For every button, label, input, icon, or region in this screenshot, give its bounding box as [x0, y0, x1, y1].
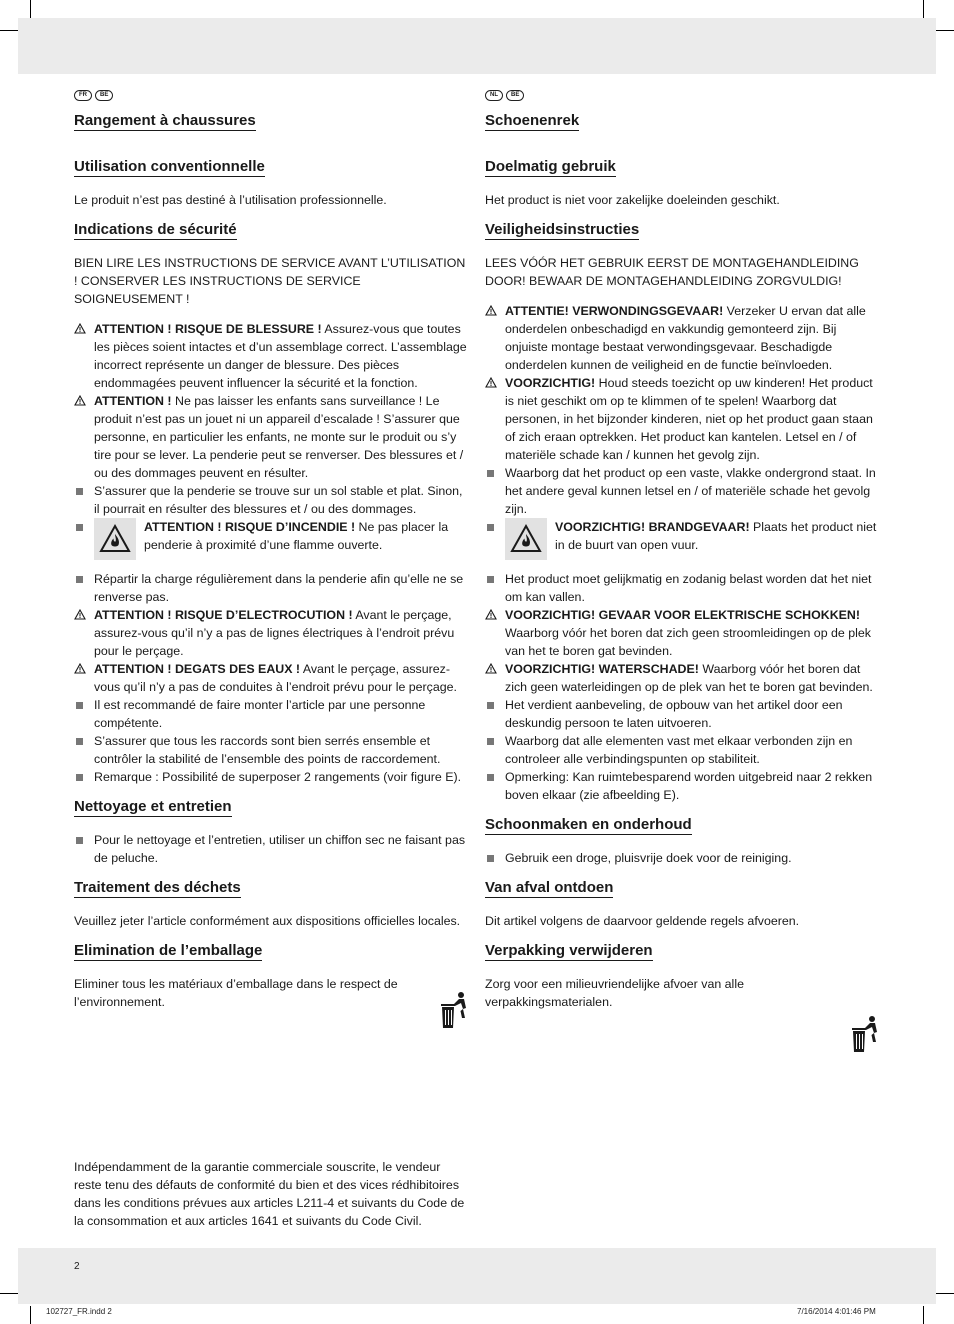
bullet-item: Het verdient aanbeveling, de opbouw van het artikel door een deskundig persoon te laten uitvoeren. — [485, 696, 881, 732]
crop-mark — [30, 1306, 31, 1324]
warning-label: ATTENTIE! VERWONDINGSGEVAAR! — [505, 304, 724, 318]
warning-triangle-icon — [485, 663, 497, 674]
fire-warning-item — [74, 518, 470, 562]
warning-triangle-icon — [74, 663, 86, 674]
warning-item — [74, 660, 470, 696]
section-heading-packaging: Verpakking verwijderen — [485, 942, 653, 959]
use-text: Het product is niet voor zakelijke doeleinden geschikt. — [485, 193, 780, 207]
warning-item — [485, 374, 881, 464]
bullet-item: Waarborg dat alle elementen vast met elkaar verbonden zijn en controleer alle verbindingspunten op stabiliteit. — [485, 732, 881, 768]
waste-text: Veuillez jeter l’article conformément aux dispositions officielles locales. — [74, 914, 461, 928]
product-title: Schoenenrek — [485, 112, 580, 129]
warning-text: Plaats het product niet in de buurt van open vuur. — [555, 520, 877, 552]
warning-label: VOORZICHTIG! BRANDGEVAAR! — [555, 520, 750, 534]
crop-mark — [0, 1293, 18, 1294]
bullet-item: Remarque : Possibilité de superposer 2 rangements (voir figure E). — [74, 768, 470, 786]
warning-item — [74, 606, 470, 660]
warning-label: VOORZICHTIG! — [505, 376, 596, 390]
bullet-item: Pour le nettoyage et l’entretien, utiliser un chiffon sec ne faisant pas de peluche. — [74, 831, 470, 867]
recycle-bin-icon — [850, 1015, 882, 1055]
warning-label: VOORZICHTIG! GEVAAR VOOR ELEKTRISCHE SCHOKKEN! — [505, 608, 860, 622]
column-fr — [74, 90, 470, 1023]
waste-text: Dit artikel volgens de daarvoor geldende regels afvoeren. — [485, 914, 800, 928]
square-bullet — [76, 488, 83, 495]
warning-item — [74, 320, 470, 392]
warning-label: ATTENTION ! RISQUE DE BLESSURE ! — [94, 322, 322, 336]
section-heading-cleaning: Nettoyage et entretien — [74, 798, 232, 815]
crop-mark — [936, 1293, 954, 1294]
flame-warning-icon — [94, 518, 136, 560]
crop-mark — [0, 30, 18, 31]
square-bullet — [76, 837, 83, 844]
warning-label: VOORZICHTIG! WATERSCHADE! — [505, 662, 699, 676]
safety-caps-text: BIEN LIRE LES INSTRUCTIONS DE SERVICE AVANT L’UTILISATION ! CONSERVER LES INSTRUCTIONS DE SERVICE SOIGNEUSEMENT ! — [74, 256, 466, 306]
lang-badge: NL — [485, 90, 503, 101]
warning-triangle-icon — [74, 609, 86, 620]
warning-triangle-icon — [74, 323, 86, 334]
section-heading-use: Utilisation conventionnelle — [74, 158, 265, 175]
square-bullet — [487, 470, 494, 477]
section-heading-cleaning: Schoonmaken en onderhoud — [485, 816, 692, 833]
section-heading-waste: Van afval ontdoen — [485, 879, 614, 896]
lang-badge: BE — [95, 90, 113, 101]
slug-date: 7/16/2014 4:01:46 PM — [797, 1307, 876, 1316]
column-nl — [485, 90, 881, 1023]
section-heading-safety: Veiligheidsinstructies — [485, 221, 640, 238]
square-bullet — [487, 855, 494, 862]
recycle-bin-icon — [439, 991, 471, 1031]
warning-label: ATTENTION ! DEGATS DES EAUX ! — [94, 662, 301, 676]
square-bullet — [487, 774, 494, 781]
warning-text: Ne pas placer la penderie à proximité d’une flamme ouverte. — [144, 520, 449, 552]
section-heading-safety: Indications de sécurité — [74, 221, 237, 238]
warning-triangle-icon — [74, 395, 86, 406]
warning-text: Assurez-vous que toutes les pièces soient intactes et d’un assemblage correct. L’assemblage incorrect représente un danger de blessure. Des pièces endommagées peuvent influencer la sécurité et la fonction. — [94, 322, 467, 390]
language-badges — [485, 90, 881, 102]
bullet-item: Répartir la charge régulièrement dans la penderie afin qu’elle ne se renverse pas. — [74, 570, 470, 606]
section-heading-waste: Traitement des déchets — [74, 879, 241, 896]
crop-mark — [923, 1306, 924, 1324]
header-band — [18, 18, 936, 74]
warning-label: ATTENTION ! RISQUE D’INCENDIE ! — [144, 520, 356, 534]
warning-text: Avant le perçage, assurez-vous qu’il n’y a pas de lignes électriques à l’endroit prévu pour le perçage. — [94, 608, 455, 658]
product-title: Rangement à chaussures — [74, 112, 256, 129]
section-heading-use: Doelmatig gebruik — [485, 158, 616, 175]
warning-text: Ne pas laisser les enfants sans surveillance ! Le produit n’est pas un jouet ni un appareil d’escalade ! S’assurer que personne, en particulier les enfants, ne monte sur le produit ou s’y tire pour se lever. La penderie peut se renverser. Des blessures et / ou des dommages peuvent en résulter. — [94, 394, 464, 480]
language-badges — [74, 90, 470, 102]
square-bullet — [76, 702, 83, 709]
bullet-item: Gebruik een droge, pluisvrije doek voor de reiniging. — [485, 849, 881, 867]
lang-badge: FR — [74, 90, 92, 101]
legal-guarantee-text: Indépendamment de la garantie commerciale souscrite, le vendeur reste tenu des défauts de conformité du bien et des vices rédhibitoires dans les conditions prévues aux articles L211-4 et suivants du Code de la consommation et aux articles 1641 et suivants du Code Civil. — [74, 1160, 465, 1228]
page-number: 2 — [74, 1261, 80, 1272]
square-bullet — [487, 702, 494, 709]
warning-text: Waarborg vóór het boren dat zich geen waterleidingen op de plek van het te boren gat bevinden. — [505, 662, 873, 694]
section-heading-packaging: Elimination de l’emballage — [74, 942, 263, 959]
warning-item — [485, 660, 881, 696]
square-bullet — [76, 524, 83, 531]
bullet-item: Il est recommandé de faire monter l’article par une personne compétente. — [74, 696, 470, 732]
warning-label: ATTENTION ! RISQUE D’ELECTROCUTION ! — [94, 608, 353, 622]
square-bullet — [76, 738, 83, 745]
lang-badge: BE — [506, 90, 524, 101]
crop-mark — [30, 0, 31, 18]
square-bullet — [76, 774, 83, 781]
slug-file: 102727_FR.indd 2 — [46, 1307, 112, 1316]
fire-warning-item — [485, 518, 881, 562]
bullet-item: S’assurer que la penderie se trouve sur un sol stable et plat. Sinon, il pourrait en résulter des blessures et / ou des dommages. — [74, 482, 470, 518]
square-bullet — [487, 576, 494, 583]
safety-caps-text: LEES VÓÓR HET GEBRUIK EERST DE MONTAGEHANDLEIDING DOOR! BEWAAR DE MONTAGEHANDLEIDING ZORGVULDIG! — [485, 256, 859, 288]
bullet-item: Opmerking: Kan ruimtebesparend worden uitgebreid naar 2 rekken boven elkaar (zie afbeelding E). — [485, 768, 881, 804]
use-text: Le produit n’est pas destiné à l’utilisation professionnelle. — [74, 193, 387, 207]
bullet-item: Waarborg dat het product op een vaste, vlakke ondergrond staat. In het andere geval kunnen letsel en / of materiële schade het gevolg zijn. — [485, 464, 881, 518]
bullet-item: Het product moet gelijkmatig en zodanig belast worden dat het niet om kan vallen. — [485, 570, 881, 606]
warning-item — [485, 302, 881, 374]
warning-item — [485, 606, 881, 660]
warning-text: Houd steeds toezicht op uw kinderen! Het product is niet geschikt om op te klimmen of te spelen! Waarborg dat personen, in het bijzonder kinderen, niet op het product gaan staan of zich eraan optrekken. Het product kan kantelen. Letsel en / of materiële schade kan / kunnen het gevolg zijn. — [505, 376, 873, 462]
crop-mark — [936, 30, 954, 31]
square-bullet — [487, 738, 494, 745]
bullet-item: S’assurer que tous les raccords sont bien serrés ensemble et contrôler la stabilité de l’ensemble des points de raccordement. — [74, 732, 470, 768]
square-bullet — [76, 576, 83, 583]
warning-label: ATTENTION ! — [94, 394, 172, 408]
warning-text: Verzeker U ervan dat alle onderdelen onbeschadigd en vakkundig gemonteerd zijn. Bij onjuiste montage bestaat verwondingsgevaar. Beschadigde onderdelen kunnen de veiligheid en de functie beïnvloeden. — [505, 304, 866, 372]
footer-band — [18, 1248, 936, 1304]
square-bullet — [487, 524, 494, 531]
warning-text: Waarborg vóór het boren dat zich geen stroomleidingen op de plek van het te boren gat bevinden. — [505, 626, 871, 658]
packaging-text: Zorg voor een milieuvriendelijke afvoer van alle verpakkingsmaterialen. — [485, 977, 744, 1009]
flame-warning-icon — [505, 518, 547, 560]
warning-triangle-icon — [485, 609, 497, 620]
packaging-text: Eliminer tous les matériaux d’emballage dans le respect de l’environnement. — [74, 977, 398, 1009]
crop-mark — [923, 0, 924, 18]
warning-item — [74, 392, 470, 482]
warning-triangle-icon — [485, 377, 497, 388]
warning-triangle-icon — [485, 305, 497, 316]
warning-text: Avant le perçage, assurez-vous qu’il n’y a pas de conduites à l’endroit prévu pour le perçage. — [94, 662, 457, 694]
